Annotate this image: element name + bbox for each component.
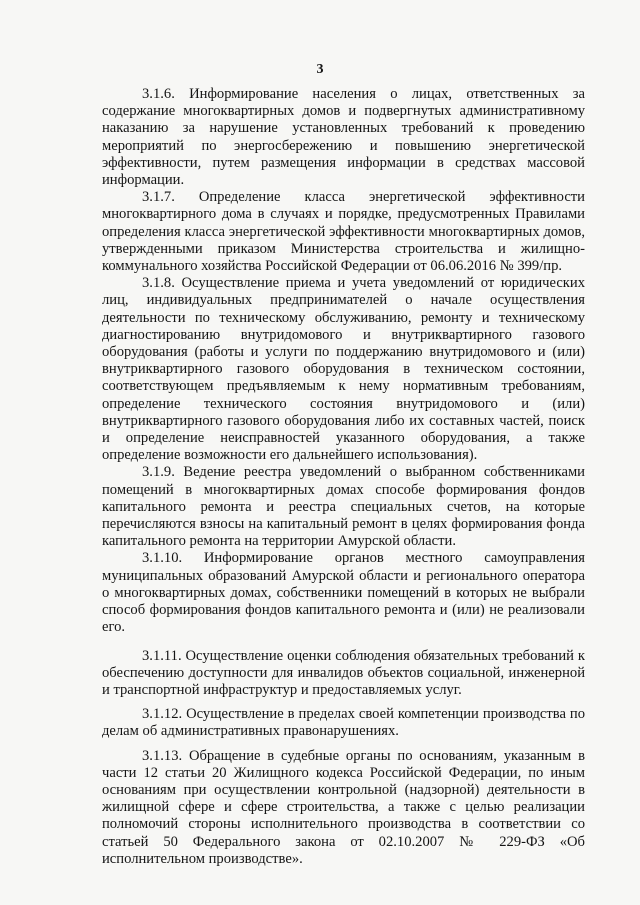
page-number: 3 [316, 62, 324, 77]
paragraph-3-1-13: 3.1.13. Обращение в судебные органы по основаниям, указанным в части 12 статьи 20 Жилищного кодекса Российской Федерации, по иным основаниям при осуществлении контрольной (надзорной) деятельности в жилищной сфере и сфере строительства, а также с целью реализации полномочий стороны исполнительного производства в соответствии со статьей 50 Федерального закона от 02.10.2007 № 229-ФЗ «Об исполнительном производстве». [102, 747, 585, 867]
paragraph-3-1-8: 3.1.8. Осуществление приема и учета уведомлений от юридических лиц, индивидуальных предпринимателей о начале осуществления деятельности по техническому обслуживанию, ремонту и техническому диагностированию внутридомового и внутриквартирного газового оборудования (работы и услуги по поддержанию внутридомового и (или) внутриквартирного газового оборудования в техническом состоянии, соответствующем предъявляемым к нему нормативным требованиям, определение технического состояния внутридомового и (или) внутриквартирного газового оборудования либо их составных частей, поиск и определение неисправностей указанного оборудования, а также определение возможности его дальнейшего использования). [102, 275, 585, 464]
paragraph-3-1-7: 3.1.7. Определение класса энергетической эффективности многоквартирного дома в случаях и порядке, предусмотренных Правилами определения класса энергетической эффективности многоквартирных домов, утвержденными приказом Министерства строительства и жилищно-коммунального хозяйства Российской Федерации от 06.06.2016 № 399/пр. [102, 189, 585, 275]
paragraph-3-1-12: 3.1.12. Осуществление в пределах своей компетенции производства по делам об административных правонарушениях. [102, 706, 585, 740]
paragraph-3-1-6: 3.1.6. Информирование населения о лицах, ответственных за содержание многоквартирных домов и подвергнутых административному наказанию за нарушение установленных требований к проведению мероприятий по энергосбережению и повышению энергетической эффективности, путем размещения информации в средствах массовой информации. [102, 86, 585, 189]
paragraph-3-1-11: 3.1.11. Осуществление оценки соблюдения обязательных требований к обеспечению доступности для инвалидов объектов социальной, инженерной и транспортной инфраструктур и предоставляемых услуг. [102, 647, 585, 698]
paragraph-3-1-9: 3.1.9. Ведение реестра уведомлений о выбранном собственниками помещений в многоквартирных домах способе формирования фондов капитального ремонта и реестра специальных счетов, на которые перечисляются взносы на капитальный ремонт в целях формирования фонда капитального ремонта на территории Амурской области. [102, 464, 585, 550]
document-body [102, 86, 585, 868]
paragraph-3-1-10: 3.1.10. Информирование органов местного самоуправления муниципальных образований Амурской области и регионального оператора о многоквартирных домах, собственники помещений в которых не выбрали способ формирования фондов капитального ремонта и (или) не реализовали его. [102, 550, 585, 636]
